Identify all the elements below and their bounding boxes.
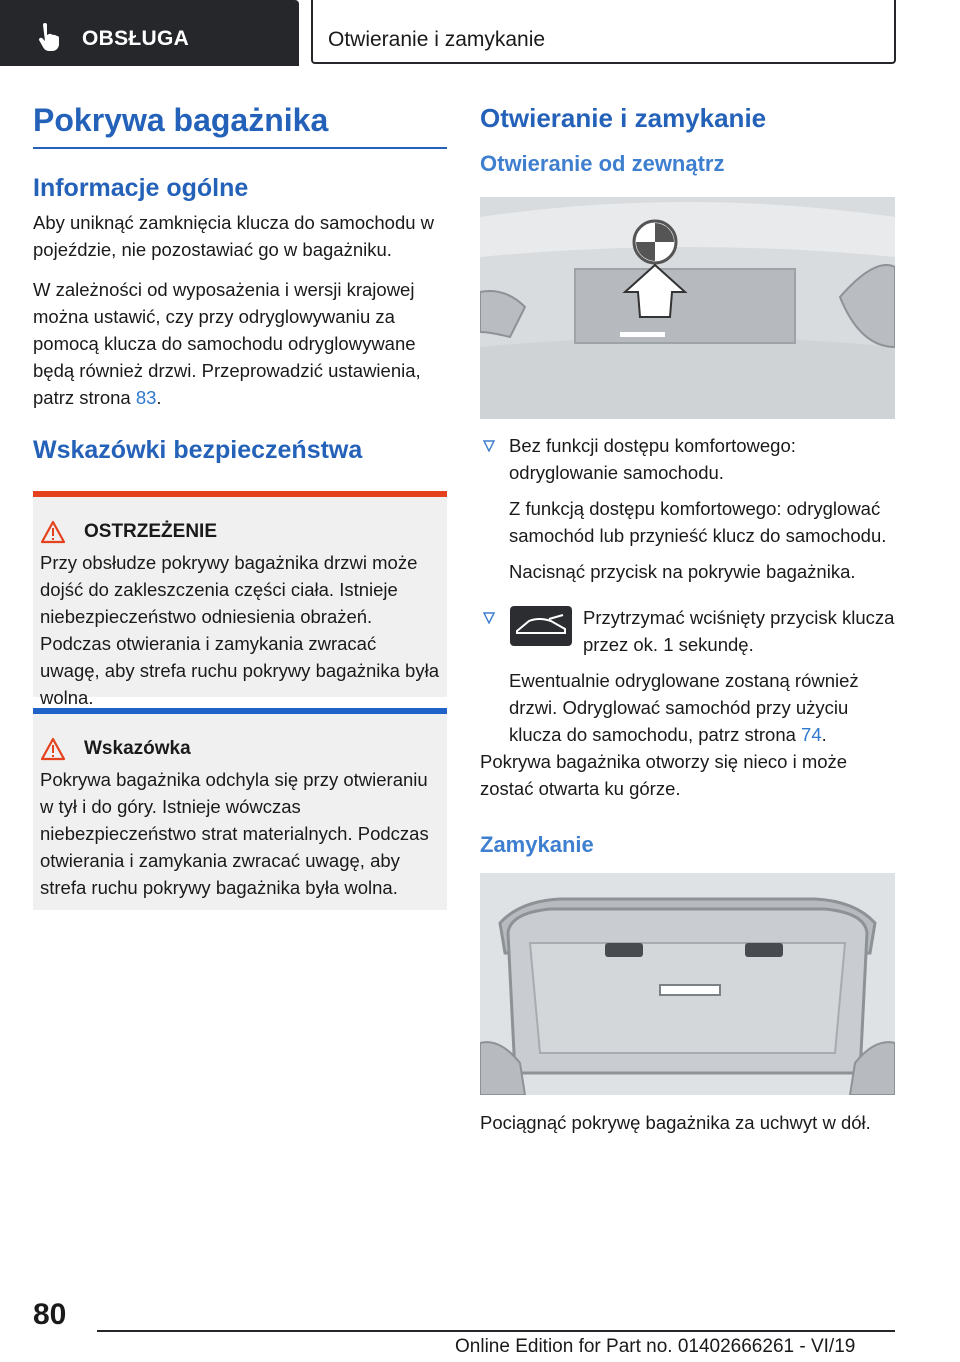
hint-body: Pokrywa bagażnika odchyla się przy otwieraniu w tył i do góry. Istnieje wówczas niebezpieczeństwo strat materialnych. Podczas otwierania i zamykania zwracać uwagę, aby strefa ruchu pokrywy bagażnika była wolna. bbox=[40, 769, 429, 898]
page-title: Pokrywa bagażnika bbox=[33, 102, 329, 138]
page-number: 80 bbox=[33, 1298, 67, 1331]
outside-heading: Otwieranie od zewnątrz bbox=[480, 151, 725, 176]
hint-title-row bbox=[40, 737, 441, 761]
hint-title: Wskazówka bbox=[84, 738, 191, 759]
list-item bbox=[480, 432, 895, 585]
warning-title-row bbox=[40, 520, 441, 544]
bullet-triangle-icon bbox=[483, 612, 495, 624]
trunk-button-illustration bbox=[480, 197, 895, 419]
trunk-lid-illustration bbox=[480, 873, 895, 1095]
page-link-83[interactable]: 83 bbox=[135, 387, 157, 408]
car-rear-drawing bbox=[480, 197, 895, 419]
warning-title: OSTRZEŻENIE bbox=[84, 521, 218, 542]
title-divider bbox=[33, 147, 447, 149]
list-item bbox=[480, 604, 895, 748]
warning-triangle-icon bbox=[40, 737, 66, 761]
pointing-hand-icon bbox=[34, 22, 64, 52]
warning-box bbox=[33, 491, 447, 708]
section-label: OBSŁUGA bbox=[82, 27, 190, 50]
general-paragraph-2: W zależności od wyposażenia i wersji krajowej można ustawić, czy przy odryglowywaniu za pomocą klucza do samochodu odryglowywane będą również drzwi. Przeprowadzić ustawienia, patrz strona 83. bbox=[33, 279, 421, 408]
section-title: Otwieranie i zamykanie bbox=[480, 103, 767, 133]
chapter-label: Otwieranie i zamykanie bbox=[328, 28, 546, 51]
safety-heading: Wskazówki bezpieczeństwa bbox=[33, 436, 363, 464]
item2-paragraph-2: Ewentualnie odryglowane zostaną również drzwi. Odryglować samochód przy użyciu klucza do samochodu, patrz strona 74. bbox=[509, 670, 859, 745]
closing-heading: Zamykanie bbox=[480, 832, 594, 857]
general-heading: Informacje ogólne bbox=[33, 174, 249, 202]
hint-box bbox=[33, 708, 447, 910]
item1-paragraph-3: Nacisnąć przycisk na pokrywie bagażnika. bbox=[509, 561, 856, 582]
trunk-lid-drawing bbox=[480, 873, 895, 1095]
item2-paragraph-2-text: Ewentualnie odryglowane zostaną również drzwi. Odryglować samochód przy użyciu klucza do samochodu, patrz strona bbox=[509, 670, 859, 745]
item1-paragraph-2: Z funkcją dostępu komfortowego: odryglować samochód lub przynieść klucz do samochodu. bbox=[509, 498, 887, 546]
warning-triangle-icon bbox=[40, 520, 66, 544]
right-column bbox=[480, 95, 895, 1136]
key-trunk-button-icon bbox=[509, 605, 573, 647]
footer-divider bbox=[97, 1330, 895, 1332]
item2-paragraph-1: Przytrzymać wciśnięty przycisk klucza przez ok. 1 sekundę. bbox=[583, 607, 895, 655]
after-list-paragraph: Pokrywa bagażnika otworzy się nieco i może zostać otwarta ku górze. bbox=[480, 751, 848, 799]
section-tab bbox=[0, 0, 299, 66]
bullet-triangle-icon bbox=[483, 440, 495, 452]
edition-text: Online Edition for Part no. 01402666261 - VI/19 bbox=[455, 1336, 856, 1357]
warning-body: Przy obsłudze pokrywy bagażnika drzwi może dojść do zakleszczenia części ciała. Istnieje niebezpieczeństwo odniesienia obrażeń. Podczas otwierania i zamykania zwracać uwagę, aby strefa ruchu pokrywy bagażnika była wolna. bbox=[40, 552, 439, 708]
chapter-tab bbox=[311, 0, 896, 64]
closing-paragraph: Pociągnąć pokrywę bagażnika za uchwyt w dół. bbox=[480, 1112, 871, 1133]
general-paragraph-1: Aby uniknąć zamknięcia klucza do samochodu w pojeździe, nie pozostawiać go w bagażniku. bbox=[33, 212, 435, 260]
general-paragraph-2-text: W zależności od wyposażenia i wersji krajowej można ustawić, czy przy odryglowywaniu za pomocą klucza do samochodu odryglowywane będą również drzwi. Przeprowadzić ustawienia, patrz strona bbox=[33, 279, 421, 408]
page-link-74[interactable]: 74 bbox=[801, 724, 822, 745]
left-column bbox=[33, 95, 447, 910]
item1-paragraph-1: Bez funkcji dostępu komfortowego: odryglowanie samochodu. bbox=[509, 435, 796, 483]
